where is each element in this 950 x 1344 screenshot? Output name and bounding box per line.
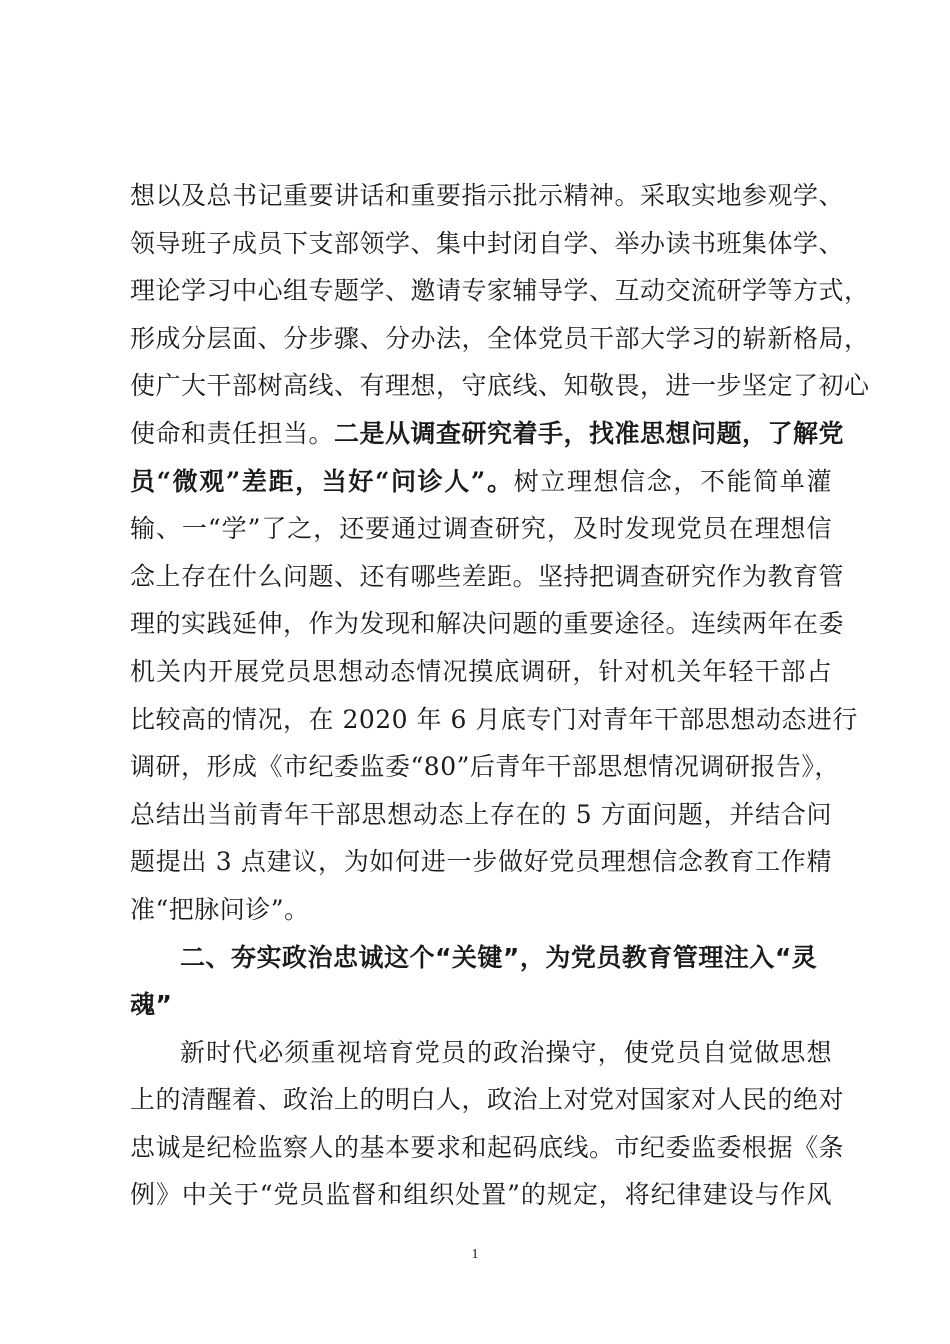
page-number: 1 — [471, 1247, 479, 1262]
bold-lead-sentence: 二是从调查研究着手，找准思想问题，了解党 — [334, 418, 845, 448]
text-line: 使广大干部树高线、有理想，守底线、知敬畏，进一步坚定了初心 — [130, 371, 870, 401]
text-line-mixed — [130, 458, 832, 506]
text-line: 输、一“学”了之，还要通过调查研究，及时发现党员在理想信 — [130, 514, 832, 544]
text-line: 机关内开展党员思想动态情况摸底调研，针对机关年轻干部占 — [130, 656, 832, 686]
text-line: 总结出当前青年干部思想动态上存在的 5 方面问题，并结合问 — [130, 799, 832, 829]
section-heading: 二、夯实政治忠诚这个“关键”，为党员教育管理注入“灵 — [180, 942, 818, 972]
text-line: 例》中关于“党员监督和组织处置”的规定，将纪律建设与作风 — [130, 1180, 832, 1210]
text-line: 形成分层面、分步骤、分办法，全体党员干部大学习的崭新格局， — [130, 323, 870, 353]
text-line: 念上存在什么问题、还有哪些差距。坚持把调查研究作为教育管 — [130, 561, 845, 591]
text-line: 领导班子成员下支部领学、集中封闭自学、举办读书班集体学、 — [130, 228, 845, 258]
section-heading-continued: 魂” — [130, 990, 173, 1020]
text-line: 题提出 3 点建议，为如何进一步做好党员理想信念教育工作精 — [130, 847, 832, 877]
text-line-mixed — [130, 410, 845, 458]
text-line: 准“把脉问诊”。 — [130, 894, 310, 924]
paragraph-first-line: 新时代必须重视培育党员的政治操守，使党员自觉做思想 — [180, 1037, 832, 1067]
text-line: 调研，形成《市纪委监委“80”后青年干部思想情况调研报告》， — [130, 752, 840, 782]
text-line: 理论学习中心组专题学、邀请专家辅导学、互动交流研学等方式， — [130, 276, 870, 306]
text-line: 比较高的情况，在 2020 年 6 月底专门对青年干部思想动态进行 — [130, 704, 858, 734]
text-line: 上的清醒着、政治上的明白人，政治上对党对国家对人民的绝对 — [130, 1085, 845, 1115]
text-line: 理的实践延伸，作为发现和解决问题的重要途径。连续两年在委 — [130, 609, 845, 639]
text-run: 使命和责任担当。 — [130, 418, 335, 448]
text-line: 想以及总书记重要讲话和重要指示批示精神。采取实地参观学、 — [130, 181, 845, 210]
text-run: 树立理想信念，不能简单灌 — [513, 466, 832, 496]
text-line: 忠诚是纪检监察人的基本要求和起码底线。市纪委监委根据《条 — [130, 1132, 845, 1162]
body-text — [130, 172, 870, 1219]
bold-lead-sentence-end: 员“微观”差距，当好“问诊人”。 — [130, 466, 514, 496]
